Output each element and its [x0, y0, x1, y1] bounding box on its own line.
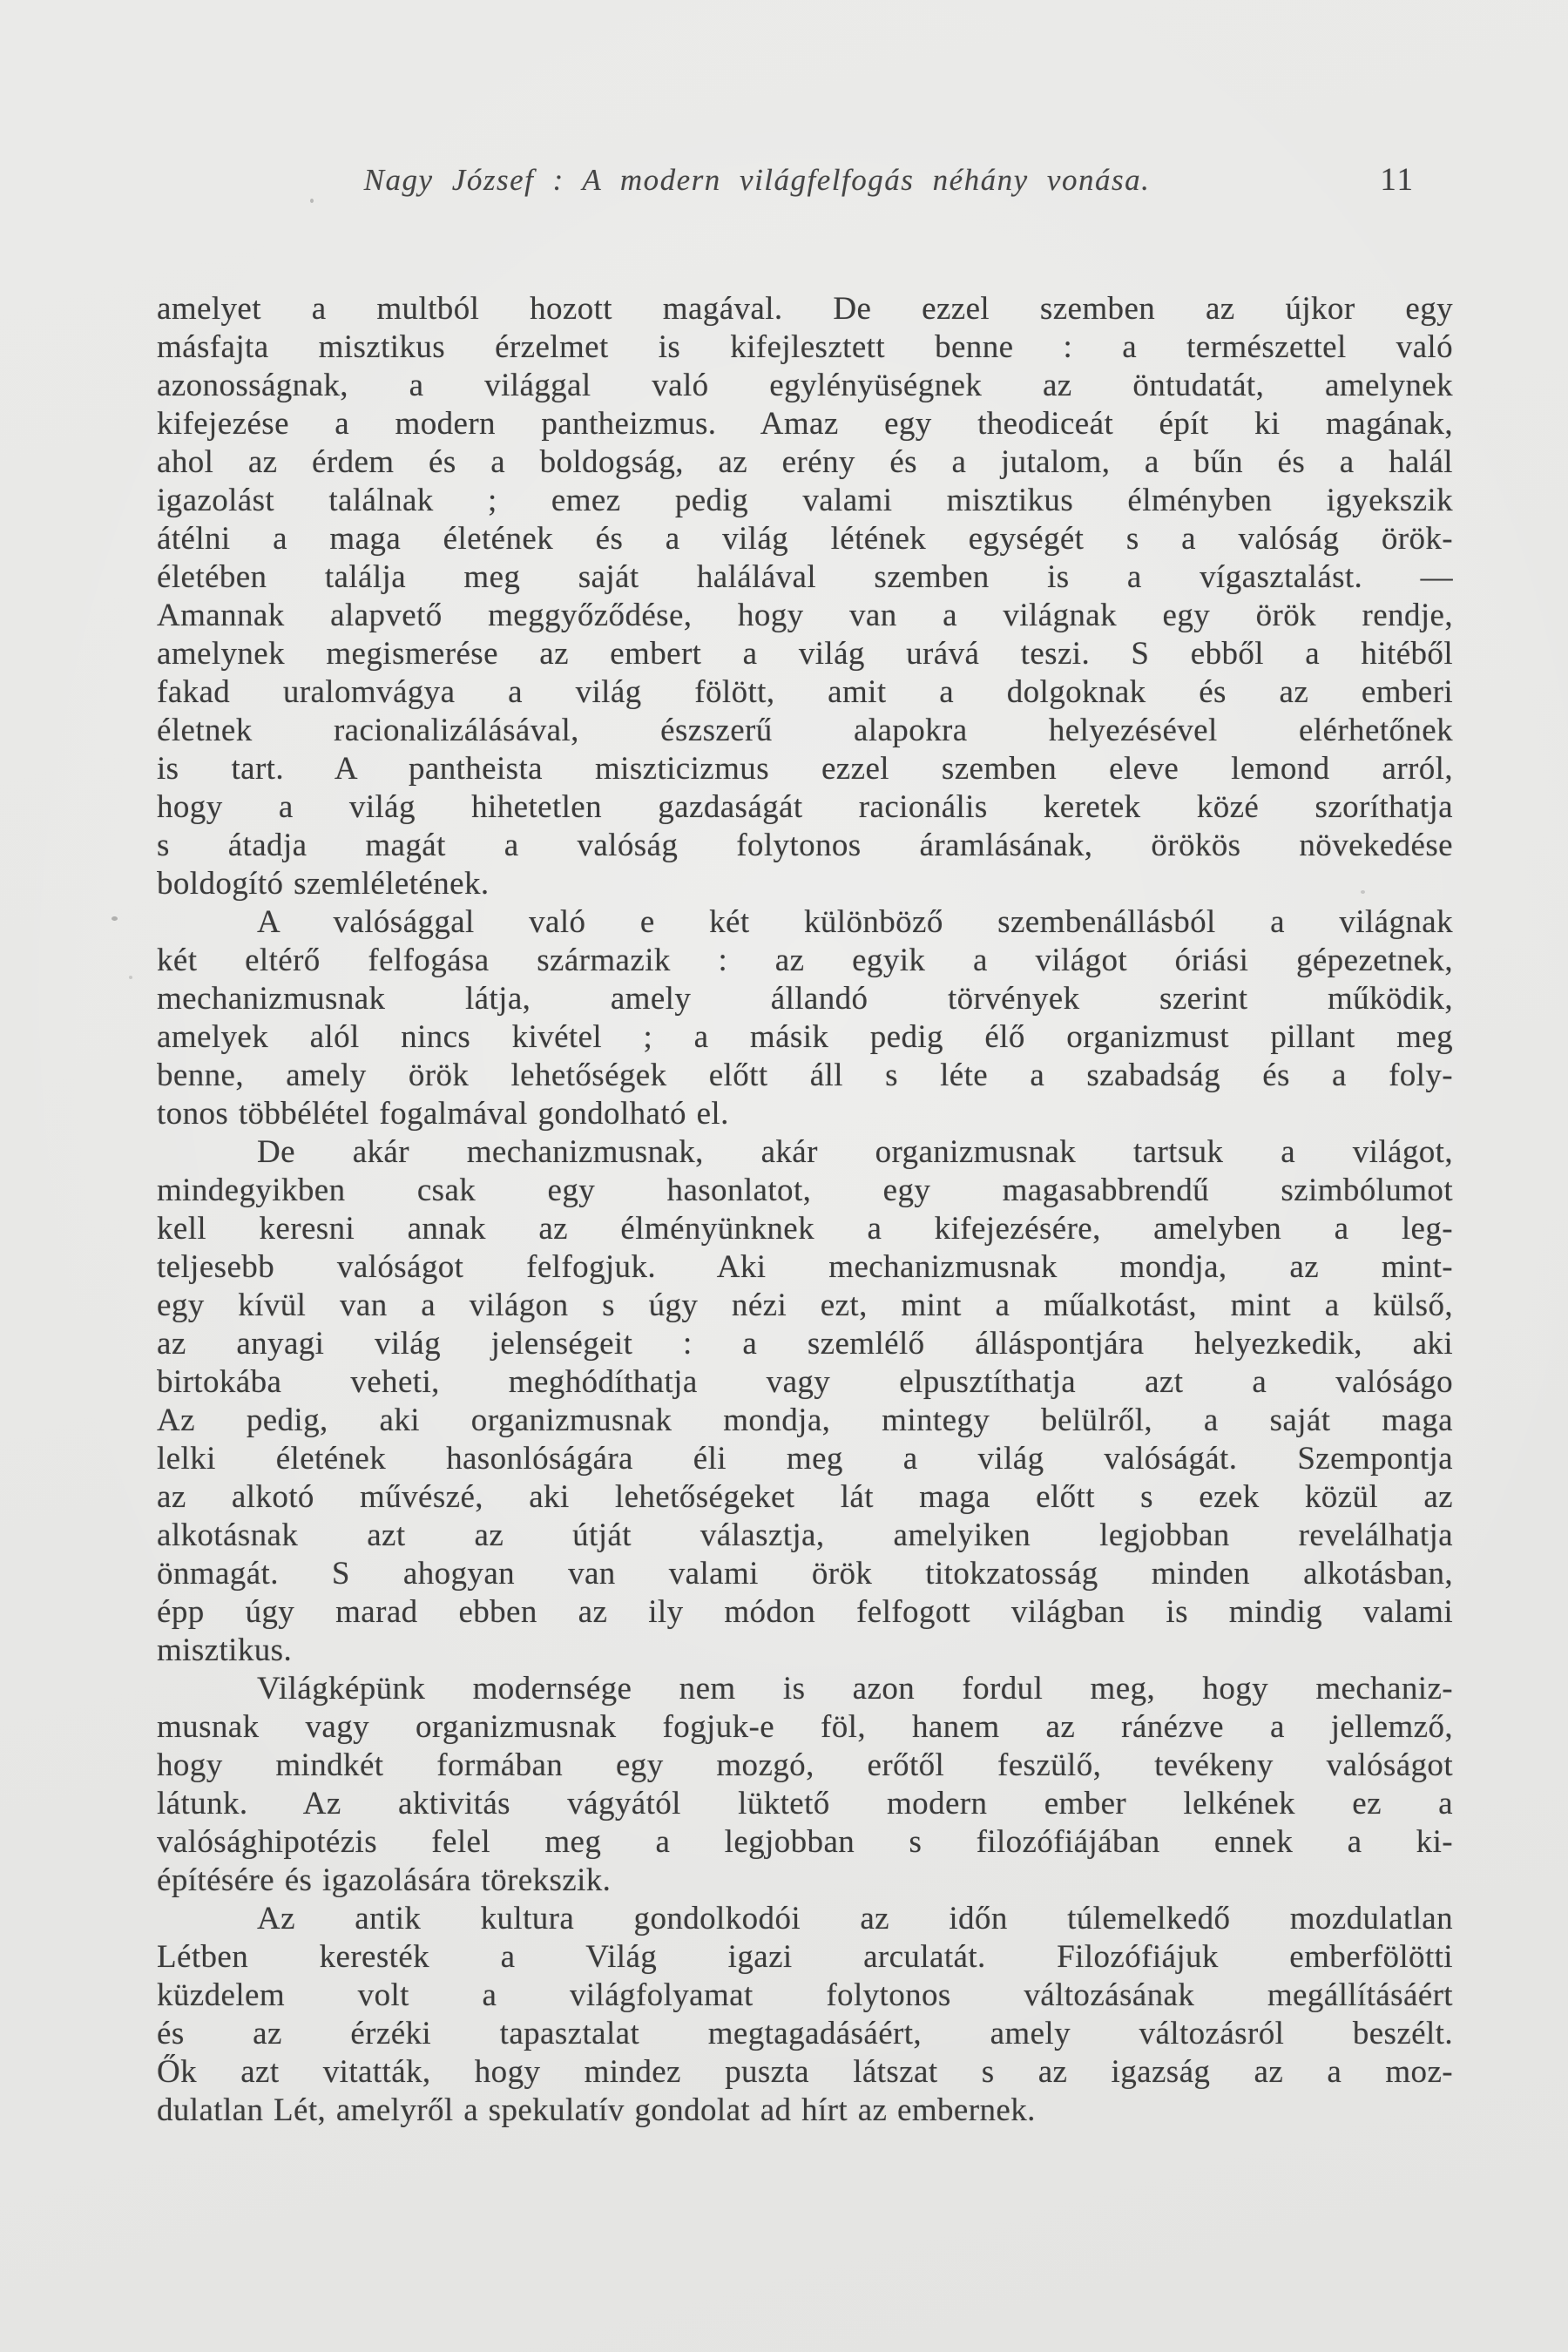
text-line: Az pedig, aki organizmusnak mondja, mintegy belülről, a saját maga	[157, 1402, 1453, 1438]
text-line: önmagát. S ahogyan van valami örök titokzatosság minden alkotásban,	[157, 1556, 1453, 1592]
paragraph	[157, 1133, 1453, 1670]
text-line: életében találja meg saját halálával szemben is a vígasztalást. —	[157, 559, 1453, 595]
text-line: kell keresni annak az élményünknek a kifejezésére, amelyben a leg-	[157, 1211, 1453, 1247]
text-line: A valósággal való e két különböző szembenállásból a világnak	[257, 904, 1453, 940]
text-line: valósághipotézis felel meg a legjobban s filozófiájában ennek a ki-	[157, 1824, 1453, 1860]
text-line: Ők azt vitatták, hogy mindez puszta látszat s az igazság az a moz-	[157, 2054, 1453, 2090]
text-line: életnek racionalizálásával, észszerű alapokra helyezésével elérhetőnek	[157, 713, 1453, 748]
text-line: tonos többélétel fogalmával gondolható el.	[157, 1096, 729, 1132]
text-line: azonosságnak, a világgal való egylényüségnek az öntudatát, amelynek	[157, 368, 1453, 403]
text-line: teljesebb valóságot felfogjuk. Aki mechanizmusnak mondja, az mint-	[157, 1249, 1453, 1285]
text-line: egy kívül van a világon s úgy nézi ezt, mint a műalkotást, mint a külső,	[157, 1288, 1453, 1323]
text-line: látunk. Az aktivitás vágyától lüktető modern ember lelkének ez a	[157, 1786, 1453, 1821]
text-line: alkotásnak azt az útját választja, amelyiken legjobban revelálhatja	[157, 1517, 1453, 1553]
text-line: Világképünk modernsége nem is azon fordul meg, hogy mechaniz-	[257, 1671, 1453, 1707]
text-line: kifejezése a modern pantheizmus. Amaz egy theodiceát épít ki magának,	[157, 406, 1453, 442]
text-line: Létben keresték a Világ igazi arculatát. Filozófiájuk emberfölötti	[157, 1939, 1453, 1975]
text-line: ahol az érdem és a boldogság, az erény és a jutalom, a bűn és a halál	[157, 444, 1453, 480]
text-line: fakad uralomvágya a világ fölött, amit a dolgoknak és az emberi	[157, 674, 1453, 710]
paragraph	[157, 1670, 1453, 1900]
text-line: másfajta misztikus érzelmet is kifejlesztett benne : a természettel való	[157, 329, 1453, 365]
running-title: Nagy József : A modern világfelfogás néhány vonása.	[363, 163, 1151, 197]
text-line: benne, amely örök lehetőségek előtt áll s léte a szabadság és a foly-	[157, 1058, 1453, 1093]
paragraph	[157, 290, 1453, 903]
text-line: épp úgy marad ebben az ily módon felfogott világban is mindig valami	[157, 1594, 1453, 1630]
text-line: amelyet a multból hozott magával. De ezzel szemben az újkor egy	[157, 291, 1453, 327]
text-line: lelki életének hasonlóságára éli meg a világ valóságát. Szempontja	[157, 1441, 1453, 1477]
text-line: hogy a világ hihetetlen gazdaságát racionális keretek közé szoríthatja	[157, 789, 1453, 825]
scan-speck	[129, 976, 132, 979]
text-line: Az antik kultura gondolkodói az időn túlemelkedő mozdulatlan	[257, 1901, 1453, 1936]
text-line: mechanizmusnak látja, amely állandó törvények szerint működik,	[157, 981, 1453, 1017]
text-line: s átadja magát a valóság folytonos áramlásának, örökös növekedése	[157, 828, 1453, 863]
text-line: átélni a maga életének és a világ létének egységét s a valóság örök-	[157, 521, 1453, 557]
page-number: 11	[1380, 162, 1415, 198]
text-line: amelyek alól nincs kivétel ; a másik pedig élő organizmust pillant meg	[157, 1019, 1453, 1055]
text-line: dulatlan Lét, amelyről a spekulatív gondolat ad hírt az embernek.	[157, 2092, 1036, 2128]
text-line: az alkotó művészé, aki lehetőségeket lát maga előtt s ezek közül az	[157, 1479, 1453, 1515]
page-header	[157, 160, 1453, 200]
text-line: Amannak alapvető meggyőződése, hogy van a világnak egy örök rendje,	[157, 598, 1453, 633]
scan-speck	[112, 916, 118, 921]
text-line: hogy mindkét formában egy mozgó, erőtől feszülő, tevékeny valóságot	[157, 1747, 1453, 1783]
paragraph	[157, 1900, 1453, 2130]
text-line: De akár mechanizmusnak, akár organizmusnak tartsuk a világot,	[257, 1134, 1453, 1170]
text-line: az anyagi világ jelenségeit : a szemlélő álláspontjára helyezkedik, aki	[157, 1326, 1453, 1362]
text-line: igazolást találnak ; emez pedig valami misztikus élményben igyekszik	[157, 483, 1453, 518]
text-line: és az érzéki tapasztalat megtagadásáért, amely változásról beszélt.	[157, 2016, 1453, 2051]
text-line: boldogító szemléletének.	[157, 866, 490, 902]
text-line: musnak vagy organizmusnak fogjuk-e föl, hanem az ránézve a jellemző,	[157, 1709, 1453, 1745]
text-line: is tart. A pantheista miszticizmus ezzel szemben eleve lemond arról,	[157, 751, 1453, 787]
text-line: mindegyikben csak egy hasonlatot, egy magasabbrendű szimbólumot	[157, 1173, 1453, 1208]
page-body	[157, 290, 1453, 2130]
text-line: építésére és igazolására törekszik.	[157, 1862, 612, 1898]
paragraph	[157, 903, 1453, 1133]
text-line: misztikus.	[157, 1632, 293, 1668]
text-line: küzdelem volt a világfolyamat folytonos változásának megállításáért	[157, 1977, 1453, 2013]
text-line: amelynek megismerése az embert a világ urává teszi. S ebből a hitéből	[157, 636, 1453, 672]
text-line: két eltérő felfogása származik : az egyik a világot óriási gépezetnek,	[157, 943, 1453, 978]
text-line: birtokába veheti, meghódíthatja vagy elpusztíthatja azt a valóságo	[157, 1364, 1453, 1400]
